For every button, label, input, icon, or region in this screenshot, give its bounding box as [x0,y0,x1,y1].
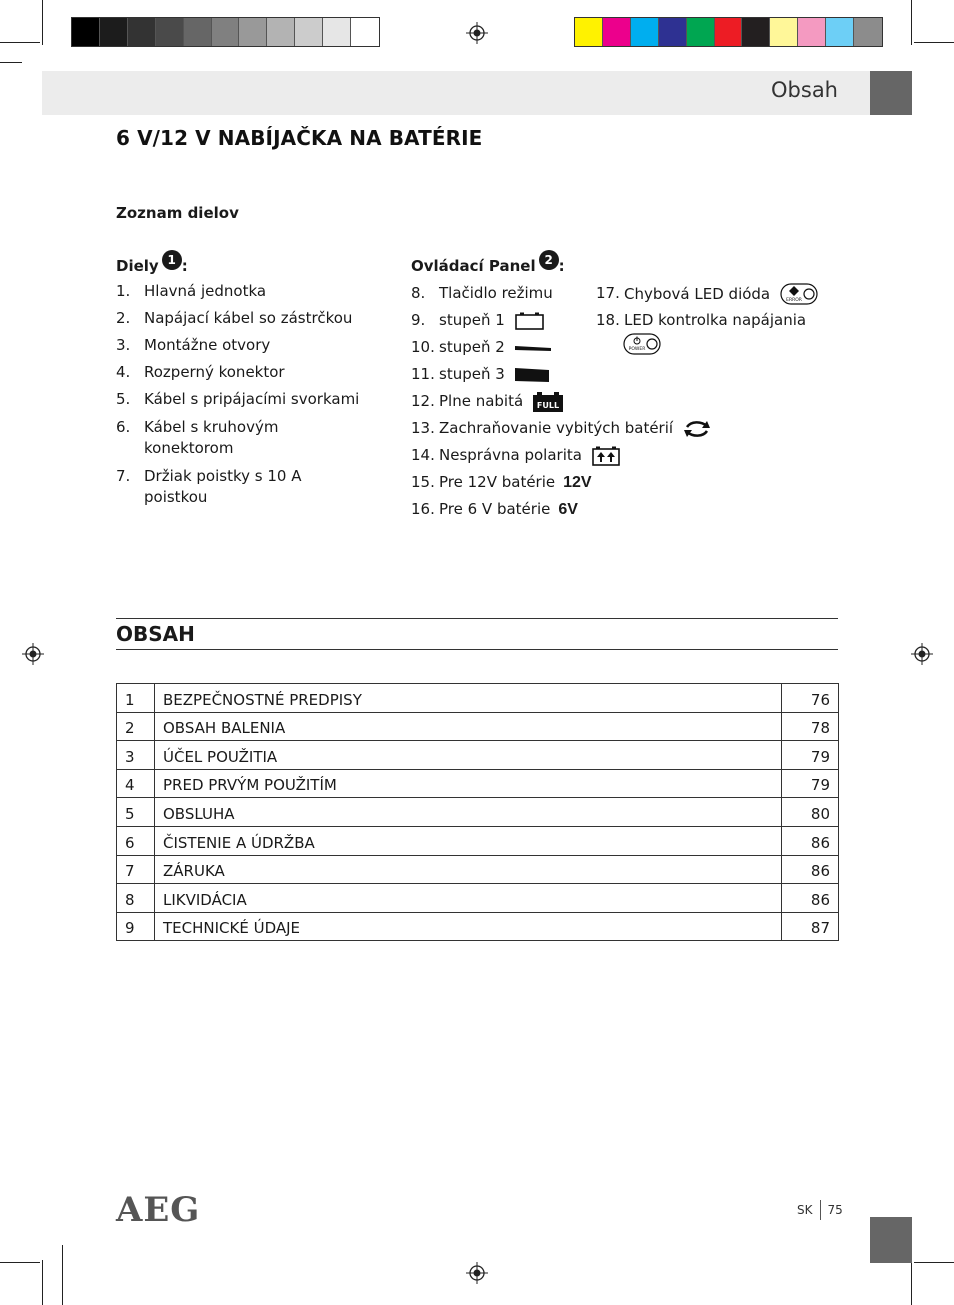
voltage-12v-label: 12V [563,474,592,491]
color-swatch [184,18,212,46]
contents-heading-bar [116,618,838,650]
color-swatch [72,18,100,46]
list-item: 17. Chybová LED dióda ERROR [596,283,818,305]
table-row[interactable]: 3 ÚČEL POUŽITIA 79 [117,741,839,770]
list-item: 13. Zachraňovanie vybitých batérií [411,418,711,439]
voltage-6v-label: 6V [558,501,578,518]
table-row[interactable]: 5 OBSLUHA 80 [117,798,839,827]
color-swatch [854,18,882,46]
color-swatch [267,18,295,46]
power-led-icon [623,333,661,355]
list-item: 5. Kábel s pripájacími svorkami [116,390,360,408]
list-item: 9. stupeň 1 [411,310,545,331]
list-item: 16. Pre 6 V batérie 6V [411,500,578,518]
page-title: 6 V/12 V NABÍJAČKA NA BATÉRIE [116,126,483,150]
table-row[interactable]: 6 ČISTENIE A ÚDRŽBA 86 [117,826,839,855]
list-item: 6. Kábel s kruhovým konektorom [116,418,279,457]
registration-mark-icon [22,643,44,665]
crop-mark [42,0,43,45]
recover-arrows-icon [683,419,711,439]
color-swatch [295,18,323,46]
grayscale-color-bar [71,17,380,47]
table-row[interactable]: 9 TECHNICKÉ ÚDAJE 87 [117,912,839,941]
error-led-icon [780,283,818,305]
footer-tab-block [870,1217,912,1263]
color-swatch [212,18,240,46]
table-row[interactable]: 1 BEZPEČNOSTNÉ PREDPISY 76 [117,684,839,713]
control-panel-heading-label: Ovládací Panel [411,257,536,275]
color-swatch [687,18,715,46]
parts-list-subtitle: Zoznam dielov [116,204,239,222]
list-item: 1. Hlavná jednotka [116,282,267,300]
list-item: 18. LED kontrolka napájania [596,311,807,329]
svg-text:ERROR: ERROR [786,298,803,303]
crop-mark [0,1262,40,1263]
aeg-logo: AEG [116,1190,201,1230]
list-item: 12. Plne nabitá FULL [411,391,563,412]
color-swatch [770,18,798,46]
crop-mark [0,62,22,63]
header-band [42,71,870,115]
contents-heading: OBSAH [116,622,195,646]
process-color-bar [574,17,883,47]
color-swatch [603,18,631,46]
list-item: 15. Pre 12V batérie 12V [411,473,592,491]
color-swatch [128,18,156,46]
color-swatch [826,18,854,46]
svg-text:FULL: FULL [537,400,560,410]
polarity-icon [592,446,620,466]
table-row[interactable]: 4 PRED PRVÝM POUŽITÍM 79 [117,769,839,798]
color-swatch [239,18,267,46]
header-tab-block [870,71,912,115]
color-swatch [798,18,826,46]
list-item: 11. stupeň 3 [411,364,549,385]
page-footer [797,1200,843,1220]
table-row[interactable]: 7 ZÁRUKA 86 [117,855,839,884]
list-item: 7. Držiak poistky s 10 A poistkou [116,467,302,506]
crop-mark [911,1260,912,1305]
table-row[interactable]: 2 OBSAH BALENIA 78 [117,712,839,741]
crop-mark [914,1262,954,1263]
crop-mark [914,42,954,43]
list-item: 4. Rozperný konektor [116,363,285,381]
color-swatch [100,18,128,46]
full-battery-icon [533,392,563,412]
color-swatch [575,18,603,46]
figure-badge: 1 [162,250,182,270]
list-item: 3. Montážne otvory [116,336,271,354]
crop-mark [62,1245,63,1305]
crop-mark [911,0,912,45]
registration-mark-icon [911,643,933,665]
control-panel-heading: Ovládací Panel 2 : [411,256,565,276]
color-swatch [715,18,743,46]
color-swatch [351,18,379,46]
color-swatch [156,18,184,46]
crop-mark [0,42,40,43]
empty-battery-icon [515,312,545,330]
registration-mark-icon [466,22,488,44]
page-number: 75 [827,1203,843,1217]
level-2-wedge-icon [515,343,551,353]
list-item: 8. Tlačidlo režimu [411,284,553,302]
parts-heading: Diely 1 : [116,256,188,276]
color-swatch [742,18,770,46]
list-item: 14. Nesprávna polarita [411,445,620,466]
language-code: SK [797,1203,813,1217]
color-swatch [323,18,351,46]
list-item: 10. stupeň 2 [411,337,551,358]
figure-badge: 2 [539,250,559,270]
color-swatch [659,18,687,46]
contents-table [116,683,839,941]
table-row[interactable]: 8 LIKVIDÁCIA 86 [117,884,839,913]
section-title: Obsah [771,78,838,102]
level-3-wedge-icon [515,367,549,383]
list-item: 2. Napájací kábel so zástrčkou [116,309,353,327]
registration-mark-icon [466,1262,488,1284]
crop-mark [42,1260,43,1305]
parts-heading-label: Diely [116,257,159,275]
svg-text:POWER: POWER [628,347,646,352]
color-swatch [631,18,659,46]
